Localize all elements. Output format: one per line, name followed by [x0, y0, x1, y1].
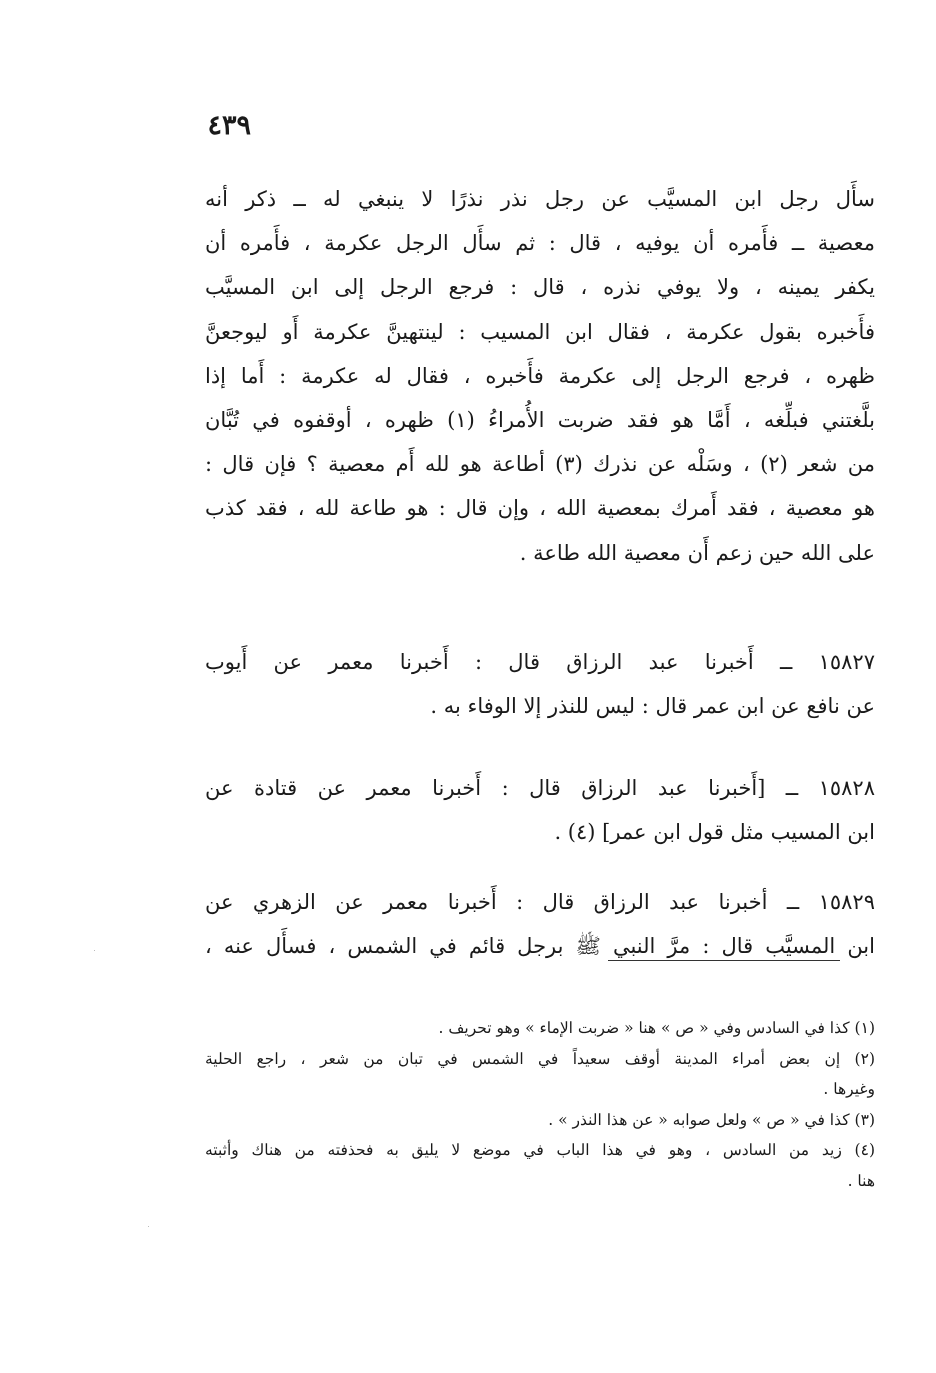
text-line: ابن المسيَّب قال : مرَّ النبي ﷺ برجل قائم في الشمس ، فسأَل عنه ،	[205, 934, 875, 959]
scan-speck	[94, 950, 95, 951]
hadith-15829	[205, 880, 875, 968]
footnote-1: (١) كذا في السادس وفي « ص » هنا « ضربت الإماء » وهو تحريف .	[438, 1019, 875, 1037]
text-line: من شعر (٢) ، وسَلْه عن نذرك (٣) أطاعة هو لله أَم معصية ؟ فإن قال :	[205, 452, 875, 477]
footnote-4: (٤) زيد من السادس ، وهو في هذا الباب في موضع لا يليق به فحذفته من هناك وأثبته	[205, 1141, 875, 1159]
footnote-2-continued: وغيرها .	[823, 1080, 875, 1098]
text-line: ١٥٨٢٨ ــ [أَخبرنا عبد الرزاق قال : أَخبرنا معمر عن قتادة عن	[205, 776, 875, 800]
text-line: معصية ــ فأَمره أن يوفيه ، قال : ثم سأَل الرجل عكرمة ، فأَمره أن	[205, 231, 875, 256]
footnotes	[205, 1013, 875, 1196]
page-number: ٤٣٩	[207, 110, 251, 141]
footnote-2: (٢) إن بعض أمراء المدينة أوقف سعيداً في الشمس في تبان من شعر ، راجع الحلية	[205, 1049, 875, 1068]
text-line: ١٥٨٢٩ ــ أخبرنا عبد الرزاق قال : أَخبرنا معمر عن الزهري عن	[205, 890, 875, 914]
text-line: عن نافع عن ابن عمر قال : ليس للنذر إلا الوفاء به .	[430, 694, 875, 719]
text-line: على الله حين زعم أَن معصية الله طاعة .	[519, 540, 875, 565]
footnote-3: (٣) كذا في « ص » ولعل صوابه « عن هذا النذر » .	[548, 1110, 875, 1129]
scan-speck	[148, 1226, 149, 1227]
text-line: ١٥٨٢٧ ــ أَخبرنا عبد الرزاق قال : أَخبرنا معمر عن أَيوب	[205, 650, 875, 674]
text-line: سأَل رجل ابن المسيَّب عن رجل نذر نذرًا لا ينبغي له ــ ذكر أنه	[205, 187, 875, 211]
hadith-15828	[205, 766, 875, 854]
footnote-4-continued: هنا .	[847, 1171, 875, 1190]
text-line: ابن المسيب مثل قول ابن عمر] (٤) .	[554, 820, 875, 845]
main-paragraph	[205, 177, 875, 575]
text-line: هو معصية ، فقد أَمرك بمعصية الله ، وإن قال : هو طاعة لله ، فقد كذب	[205, 496, 875, 521]
text-line: فأَخبره بقول عكرمة ، فقال ابن المسيب : لينتهينَّ عكرمة أَو ليوجعنَّ	[205, 319, 875, 344]
text-line: بلَّغتني فبلِّغه ، أَمَّا هو فقد ضربت الأُمراءُ (١) ظهره ، أوقفوه في تُبَّان	[205, 408, 875, 433]
text-line: ظهره ، فرجع الرجل إلى عكرمة فأَخبره ، فقال له عكرمة : أَما إذا	[205, 363, 875, 388]
text-line: يكفر يمينه ، ولا يوفي نذره ، قال : فرجع الرجل إلى ابن المسيَّب	[205, 275, 875, 300]
footnote-divider	[608, 960, 840, 961]
hadith-15827	[205, 640, 875, 728]
